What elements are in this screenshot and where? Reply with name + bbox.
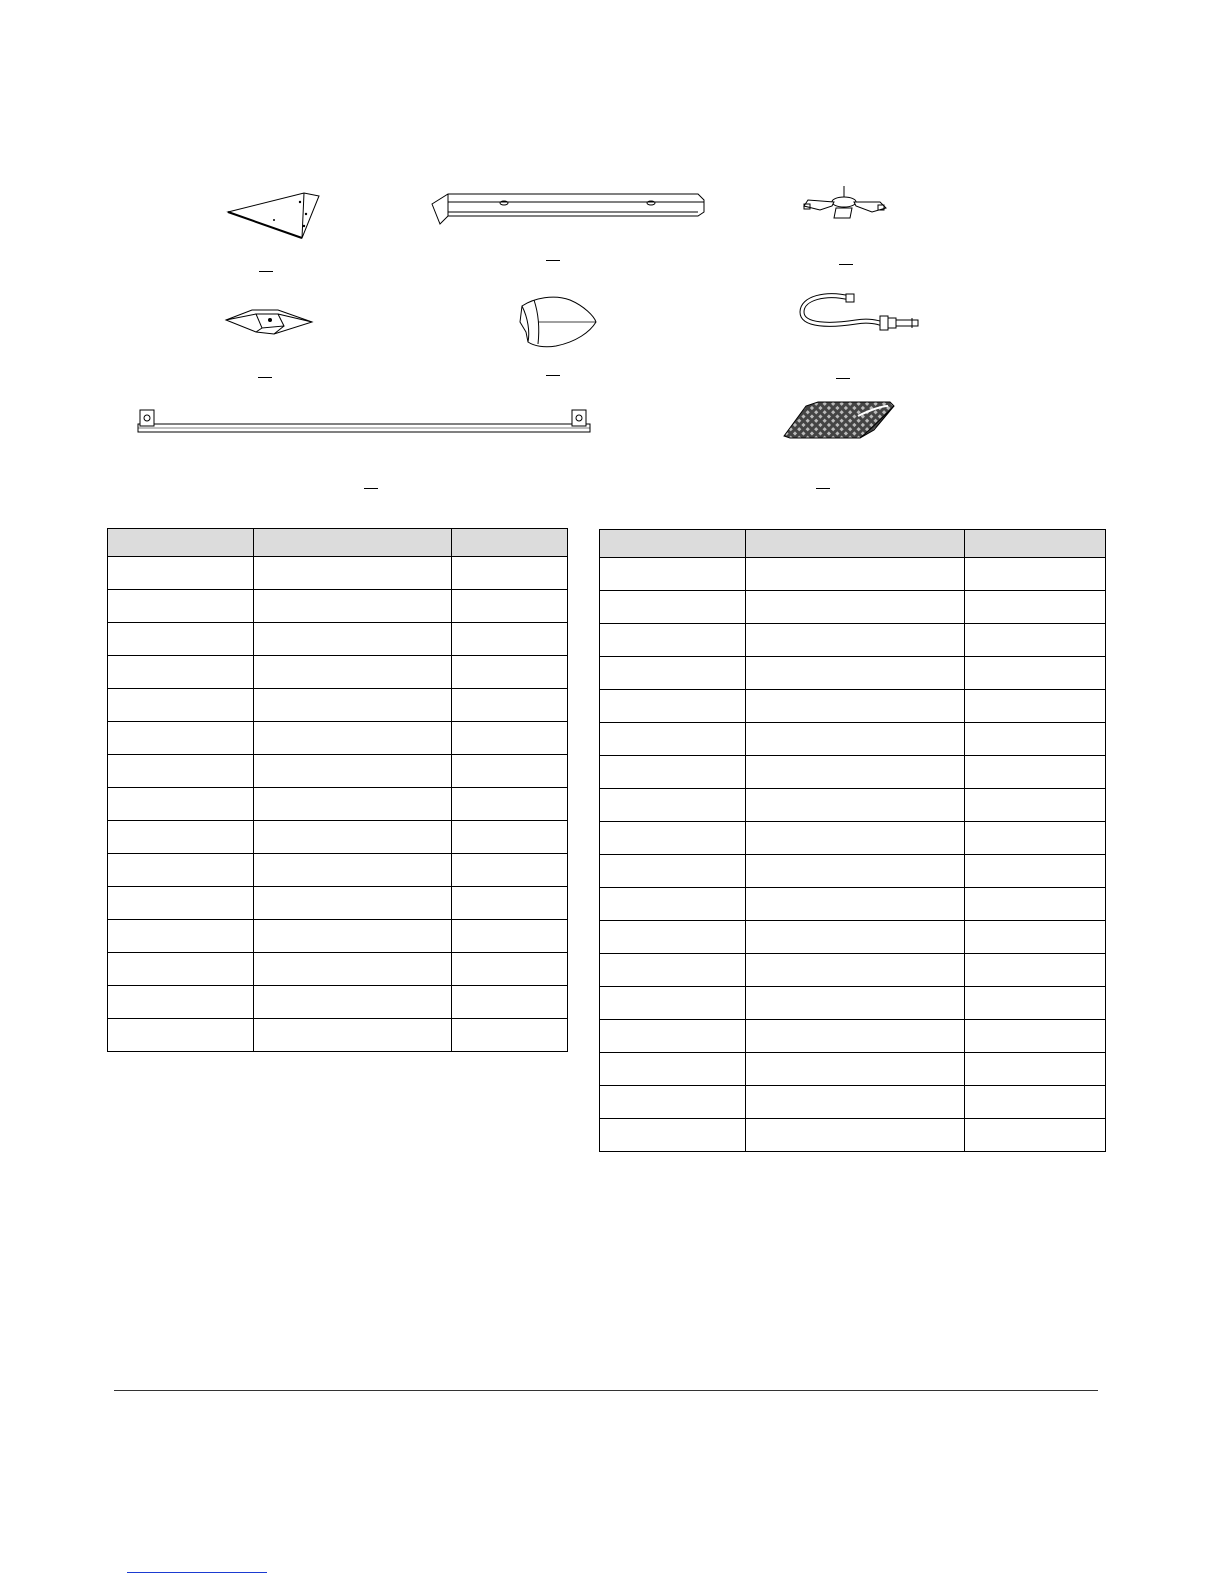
- table-cell: [108, 887, 254, 920]
- parts-table-right: [599, 529, 1106, 1152]
- table-cell: [452, 689, 568, 722]
- table-cell: [600, 1020, 746, 1053]
- table-row: [108, 953, 568, 986]
- hub-bracket-label: [839, 252, 853, 265]
- table-cell: [600, 591, 746, 624]
- table-header-row: [600, 530, 1106, 558]
- mesh-panel-illustration: [778, 396, 896, 442]
- table-row: [108, 656, 568, 689]
- table-cell: [600, 558, 746, 591]
- table-cell: [108, 1019, 254, 1052]
- table-cell: [254, 788, 452, 821]
- table-cell: [965, 1020, 1106, 1053]
- table-cell: [746, 789, 965, 822]
- table-header-cell: [746, 530, 965, 558]
- table-cell: [746, 657, 965, 690]
- table-cell: [746, 1086, 965, 1119]
- pyramid-cap-label: [258, 365, 272, 378]
- table-cell: [746, 855, 965, 888]
- footer-divider: [114, 1390, 1098, 1391]
- table-cell: [108, 986, 254, 1019]
- table-row: [108, 854, 568, 887]
- table-cell: [254, 557, 452, 590]
- table-row: [600, 921, 1106, 954]
- table-cell: [965, 855, 1106, 888]
- table-cell: [452, 821, 568, 854]
- table-cell: [254, 887, 452, 920]
- table-cell: [254, 854, 452, 887]
- table-row: [600, 888, 1106, 921]
- table-row: [600, 987, 1106, 1020]
- table-cell: [254, 986, 452, 1019]
- table-cell: [600, 954, 746, 987]
- table-cell: [600, 855, 746, 888]
- table-row: [108, 722, 568, 755]
- table-row: [108, 920, 568, 953]
- table-row: [600, 1086, 1106, 1119]
- table-header-cell: [965, 530, 1106, 558]
- table-row: [108, 986, 568, 1019]
- leaf-knob-illustration: [516, 292, 600, 350]
- table-row: [600, 723, 1106, 756]
- table-header-row: [108, 529, 568, 557]
- table-cell: [600, 1053, 746, 1086]
- table-cell: [108, 854, 254, 887]
- table-cell: [452, 887, 568, 920]
- rail-label: [546, 248, 560, 261]
- table-cell: [600, 789, 746, 822]
- table-cell: [452, 656, 568, 689]
- table-row: [600, 756, 1106, 789]
- table-cell: [965, 954, 1106, 987]
- hub-bracket-illustration: [800, 184, 890, 224]
- table-cell: [600, 888, 746, 921]
- table-cell: [254, 623, 452, 656]
- table-cell: [746, 690, 965, 723]
- table-cell: [452, 953, 568, 986]
- table-cell: [452, 788, 568, 821]
- pyramid-cap-illustration: [222, 304, 318, 338]
- table-cell: [254, 689, 452, 722]
- table-cell: [746, 954, 965, 987]
- table-cell: [600, 987, 746, 1020]
- table-cell: [108, 788, 254, 821]
- table-cell: [965, 1053, 1106, 1086]
- table-cell: [600, 690, 746, 723]
- table-cell: [746, 987, 965, 1020]
- table-cell: [108, 953, 254, 986]
- parts-table-left: [107, 528, 568, 1052]
- table-cell: [254, 821, 452, 854]
- table-cell: [965, 690, 1106, 723]
- table-cell: [746, 624, 965, 657]
- table-cell: [254, 590, 452, 623]
- table-cell: [965, 888, 1106, 921]
- table-cell: [452, 623, 568, 656]
- table-cell: [965, 756, 1106, 789]
- table-cell: [965, 723, 1106, 756]
- table-row: [600, 558, 1106, 591]
- table-cell: [746, 1020, 965, 1053]
- table-cell: [108, 689, 254, 722]
- table-cell: [746, 591, 965, 624]
- triangle-plate-illustration: [224, 190, 324, 242]
- table-cell: [746, 756, 965, 789]
- table-row: [108, 755, 568, 788]
- table-header-cell: [452, 529, 568, 557]
- table-cell: [452, 557, 568, 590]
- table-cell: [965, 657, 1106, 690]
- table-cell: [965, 1086, 1106, 1119]
- table-cell: [600, 822, 746, 855]
- table-header-cell: [108, 529, 254, 557]
- table-cell: [600, 756, 746, 789]
- table-row: [108, 590, 568, 623]
- long-bar-label: [364, 476, 378, 489]
- table-cell: [108, 755, 254, 788]
- leaf-knob-label: [546, 363, 560, 376]
- table-cell: [254, 656, 452, 689]
- table-row: [108, 788, 568, 821]
- table-row: [108, 689, 568, 722]
- table-cell: [746, 723, 965, 756]
- table-row: [108, 1019, 568, 1052]
- table-cell: [600, 624, 746, 657]
- table-row: [108, 623, 568, 656]
- table-cell: [452, 755, 568, 788]
- table-cell: [600, 1086, 746, 1119]
- table-row: [108, 821, 568, 854]
- table-row: [600, 789, 1106, 822]
- table-cell: [452, 590, 568, 623]
- table-row: [108, 887, 568, 920]
- table-cell: [254, 722, 452, 755]
- table-cell: [965, 1119, 1106, 1152]
- table-cell: [254, 953, 452, 986]
- table-cell: [108, 920, 254, 953]
- table-cell: [108, 722, 254, 755]
- table-cell: [600, 921, 746, 954]
- table-row: [600, 624, 1106, 657]
- table-cell: [452, 920, 568, 953]
- gas-hose-illustration: [796, 290, 922, 336]
- table-cell: [254, 1019, 452, 1052]
- table-row: [600, 855, 1106, 888]
- table-cell: [746, 822, 965, 855]
- table-cell: [452, 722, 568, 755]
- table-cell: [746, 921, 965, 954]
- table-cell: [452, 1019, 568, 1052]
- table-row: [600, 1119, 1106, 1152]
- footer-link-underline[interactable]: [127, 1572, 267, 1573]
- mesh-panel-label: [816, 476, 830, 489]
- table-header-cell: [600, 530, 746, 558]
- table-cell: [452, 986, 568, 1019]
- table-cell: [108, 590, 254, 623]
- table-cell: [965, 591, 1106, 624]
- table-cell: [746, 1053, 965, 1086]
- table-cell: [965, 558, 1106, 591]
- table-cell: [746, 1119, 965, 1152]
- table-cell: [965, 789, 1106, 822]
- table-row: [108, 557, 568, 590]
- table-cell: [108, 623, 254, 656]
- table-cell: [108, 557, 254, 590]
- table-row: [600, 1053, 1106, 1086]
- gas-hose-label: [836, 366, 850, 379]
- table-row: [600, 690, 1106, 723]
- table-cell: [965, 822, 1106, 855]
- rail-illustration: [428, 190, 712, 226]
- table-cell: [254, 755, 452, 788]
- table-row: [600, 822, 1106, 855]
- table-cell: [965, 921, 1106, 954]
- table-row: [600, 954, 1106, 987]
- table-cell: [965, 987, 1106, 1020]
- table-header-cell: [254, 529, 452, 557]
- table-cell: [746, 558, 965, 591]
- table-cell: [452, 854, 568, 887]
- table-cell: [108, 821, 254, 854]
- table-cell: [108, 656, 254, 689]
- table-cell: [600, 657, 746, 690]
- table-row: [600, 591, 1106, 624]
- table-cell: [600, 1119, 746, 1152]
- table-cell: [254, 920, 452, 953]
- triangle-plate-label: [259, 259, 273, 272]
- table-cell: [965, 624, 1106, 657]
- long-bar-illustration: [136, 406, 592, 438]
- table-row: [600, 657, 1106, 690]
- table-cell: [600, 723, 746, 756]
- table-row: [600, 1020, 1106, 1053]
- table-cell: [746, 888, 965, 921]
